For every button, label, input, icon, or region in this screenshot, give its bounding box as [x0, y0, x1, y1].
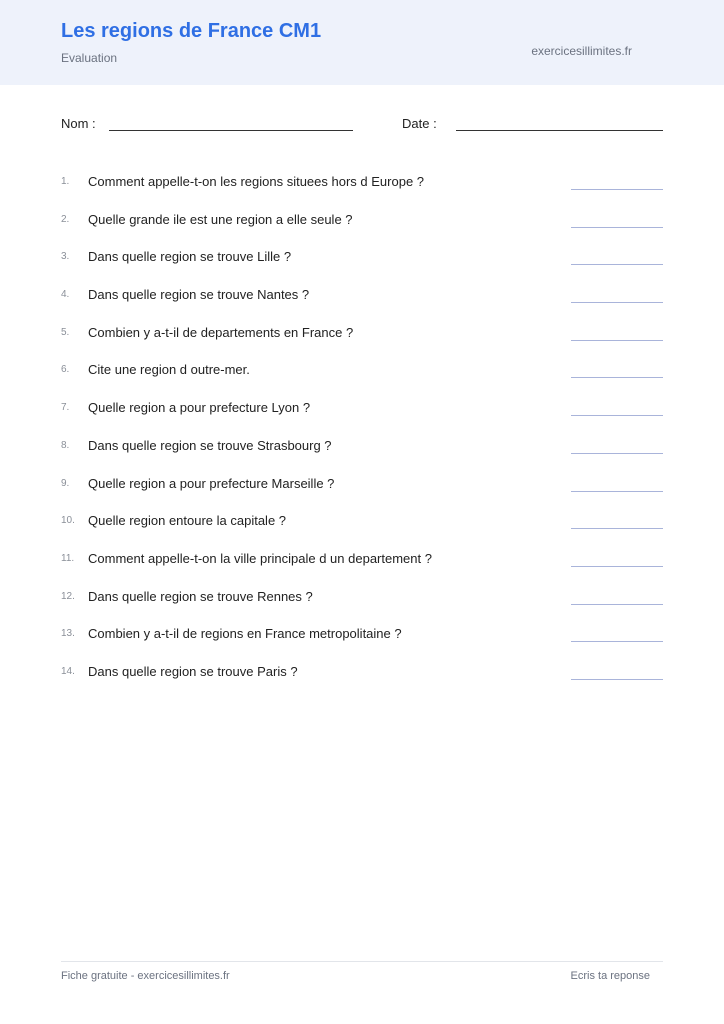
question-text: Combien y a-t-il de regions en France metropolitaine ? — [88, 626, 402, 642]
page-title: Les regions de France CM1 — [61, 20, 322, 42]
answer-line[interactable] — [571, 302, 663, 303]
date-label: Date : — [402, 116, 437, 131]
question-item — [61, 582, 663, 620]
answer-line[interactable] — [571, 264, 663, 265]
answer-line[interactable] — [571, 453, 663, 454]
question-item — [61, 167, 663, 205]
question-number: 1. — [61, 176, 70, 187]
question-text: Quelle region entoure la capitale ? — [88, 513, 287, 529]
question-item — [61, 280, 663, 318]
question-number: 6. — [61, 364, 70, 376]
question-text: Dans quelle region se trouve Nantes ? — [88, 287, 310, 303]
footer-source: Fiche gratuite - exercicesillimites.fr — [61, 970, 230, 982]
question-number: 14. — [61, 665, 75, 677]
answer-line[interactable] — [571, 377, 663, 378]
question-item — [61, 544, 663, 582]
question-number: 13. — [61, 628, 75, 640]
question-text: Dans quelle region se trouve Strasbourg ? — [88, 437, 332, 453]
answer-line[interactable] — [571, 566, 663, 567]
date-field[interactable] — [456, 130, 663, 131]
question-item — [61, 506, 663, 544]
question-item — [61, 355, 663, 393]
question-text: Quelle region a pour prefecture Marseille ? — [88, 475, 335, 491]
question-number: 2. — [61, 213, 70, 225]
answer-line[interactable] — [571, 679, 663, 680]
question-item — [61, 242, 663, 280]
question-text: Dans quelle region se trouve Lille ? — [88, 249, 292, 265]
footer-instruction: Ecris ta reponse — [570, 970, 650, 982]
answer-line[interactable] — [571, 528, 663, 529]
question-text: Dans quelle region se trouve Rennes ? — [88, 588, 313, 604]
question-text: Quelle grande ile est une region a elle seule ? — [88, 211, 353, 227]
question-text: Quelle region a pour prefecture Lyon ? — [88, 400, 311, 416]
question-number: 9. — [61, 477, 70, 489]
question-text: Comment appelle-t-on les regions situees hors d Europe ? — [88, 174, 425, 189]
question-text: Comment appelle-t-on la ville principale d un departement ? — [88, 550, 432, 566]
question-number: 7. — [61, 402, 70, 414]
question-number: 5. — [61, 326, 70, 338]
question-text: Combien y a-t-il de departements en France ? — [88, 324, 354, 340]
question-list — [61, 167, 663, 695]
question-number: 8. — [61, 439, 70, 451]
footer-divider — [61, 961, 663, 962]
answer-line[interactable] — [571, 491, 663, 492]
question-number: 4. — [61, 289, 70, 301]
answer-line[interactable] — [571, 227, 663, 228]
question-number: 12. — [61, 590, 75, 602]
name-field[interactable] — [109, 130, 353, 131]
question-item — [61, 657, 663, 695]
answer-line[interactable] — [571, 604, 663, 605]
answer-line[interactable] — [571, 641, 663, 642]
question-item — [61, 619, 663, 657]
question-text: Dans quelle region se trouve Paris ? — [88, 663, 298, 679]
answer-line[interactable] — [571, 415, 663, 416]
site-name: exercicesillimites.fr — [531, 44, 632, 58]
question-text: Cite une region d outre-mer. — [88, 362, 250, 378]
question-item — [61, 318, 663, 356]
question-item — [61, 431, 663, 469]
question-number: 11. — [61, 552, 75, 564]
question-item — [61, 205, 663, 243]
question-number: 3. — [61, 251, 70, 263]
answer-line[interactable] — [571, 189, 663, 190]
name-label: Nom : — [61, 116, 96, 131]
answer-line[interactable] — [571, 340, 663, 341]
question-number: 10. — [61, 515, 75, 527]
page-subtitle: Evaluation — [61, 51, 118, 65]
page-header — [0, 0, 724, 85]
question-item — [61, 469, 663, 507]
question-item — [61, 393, 663, 431]
